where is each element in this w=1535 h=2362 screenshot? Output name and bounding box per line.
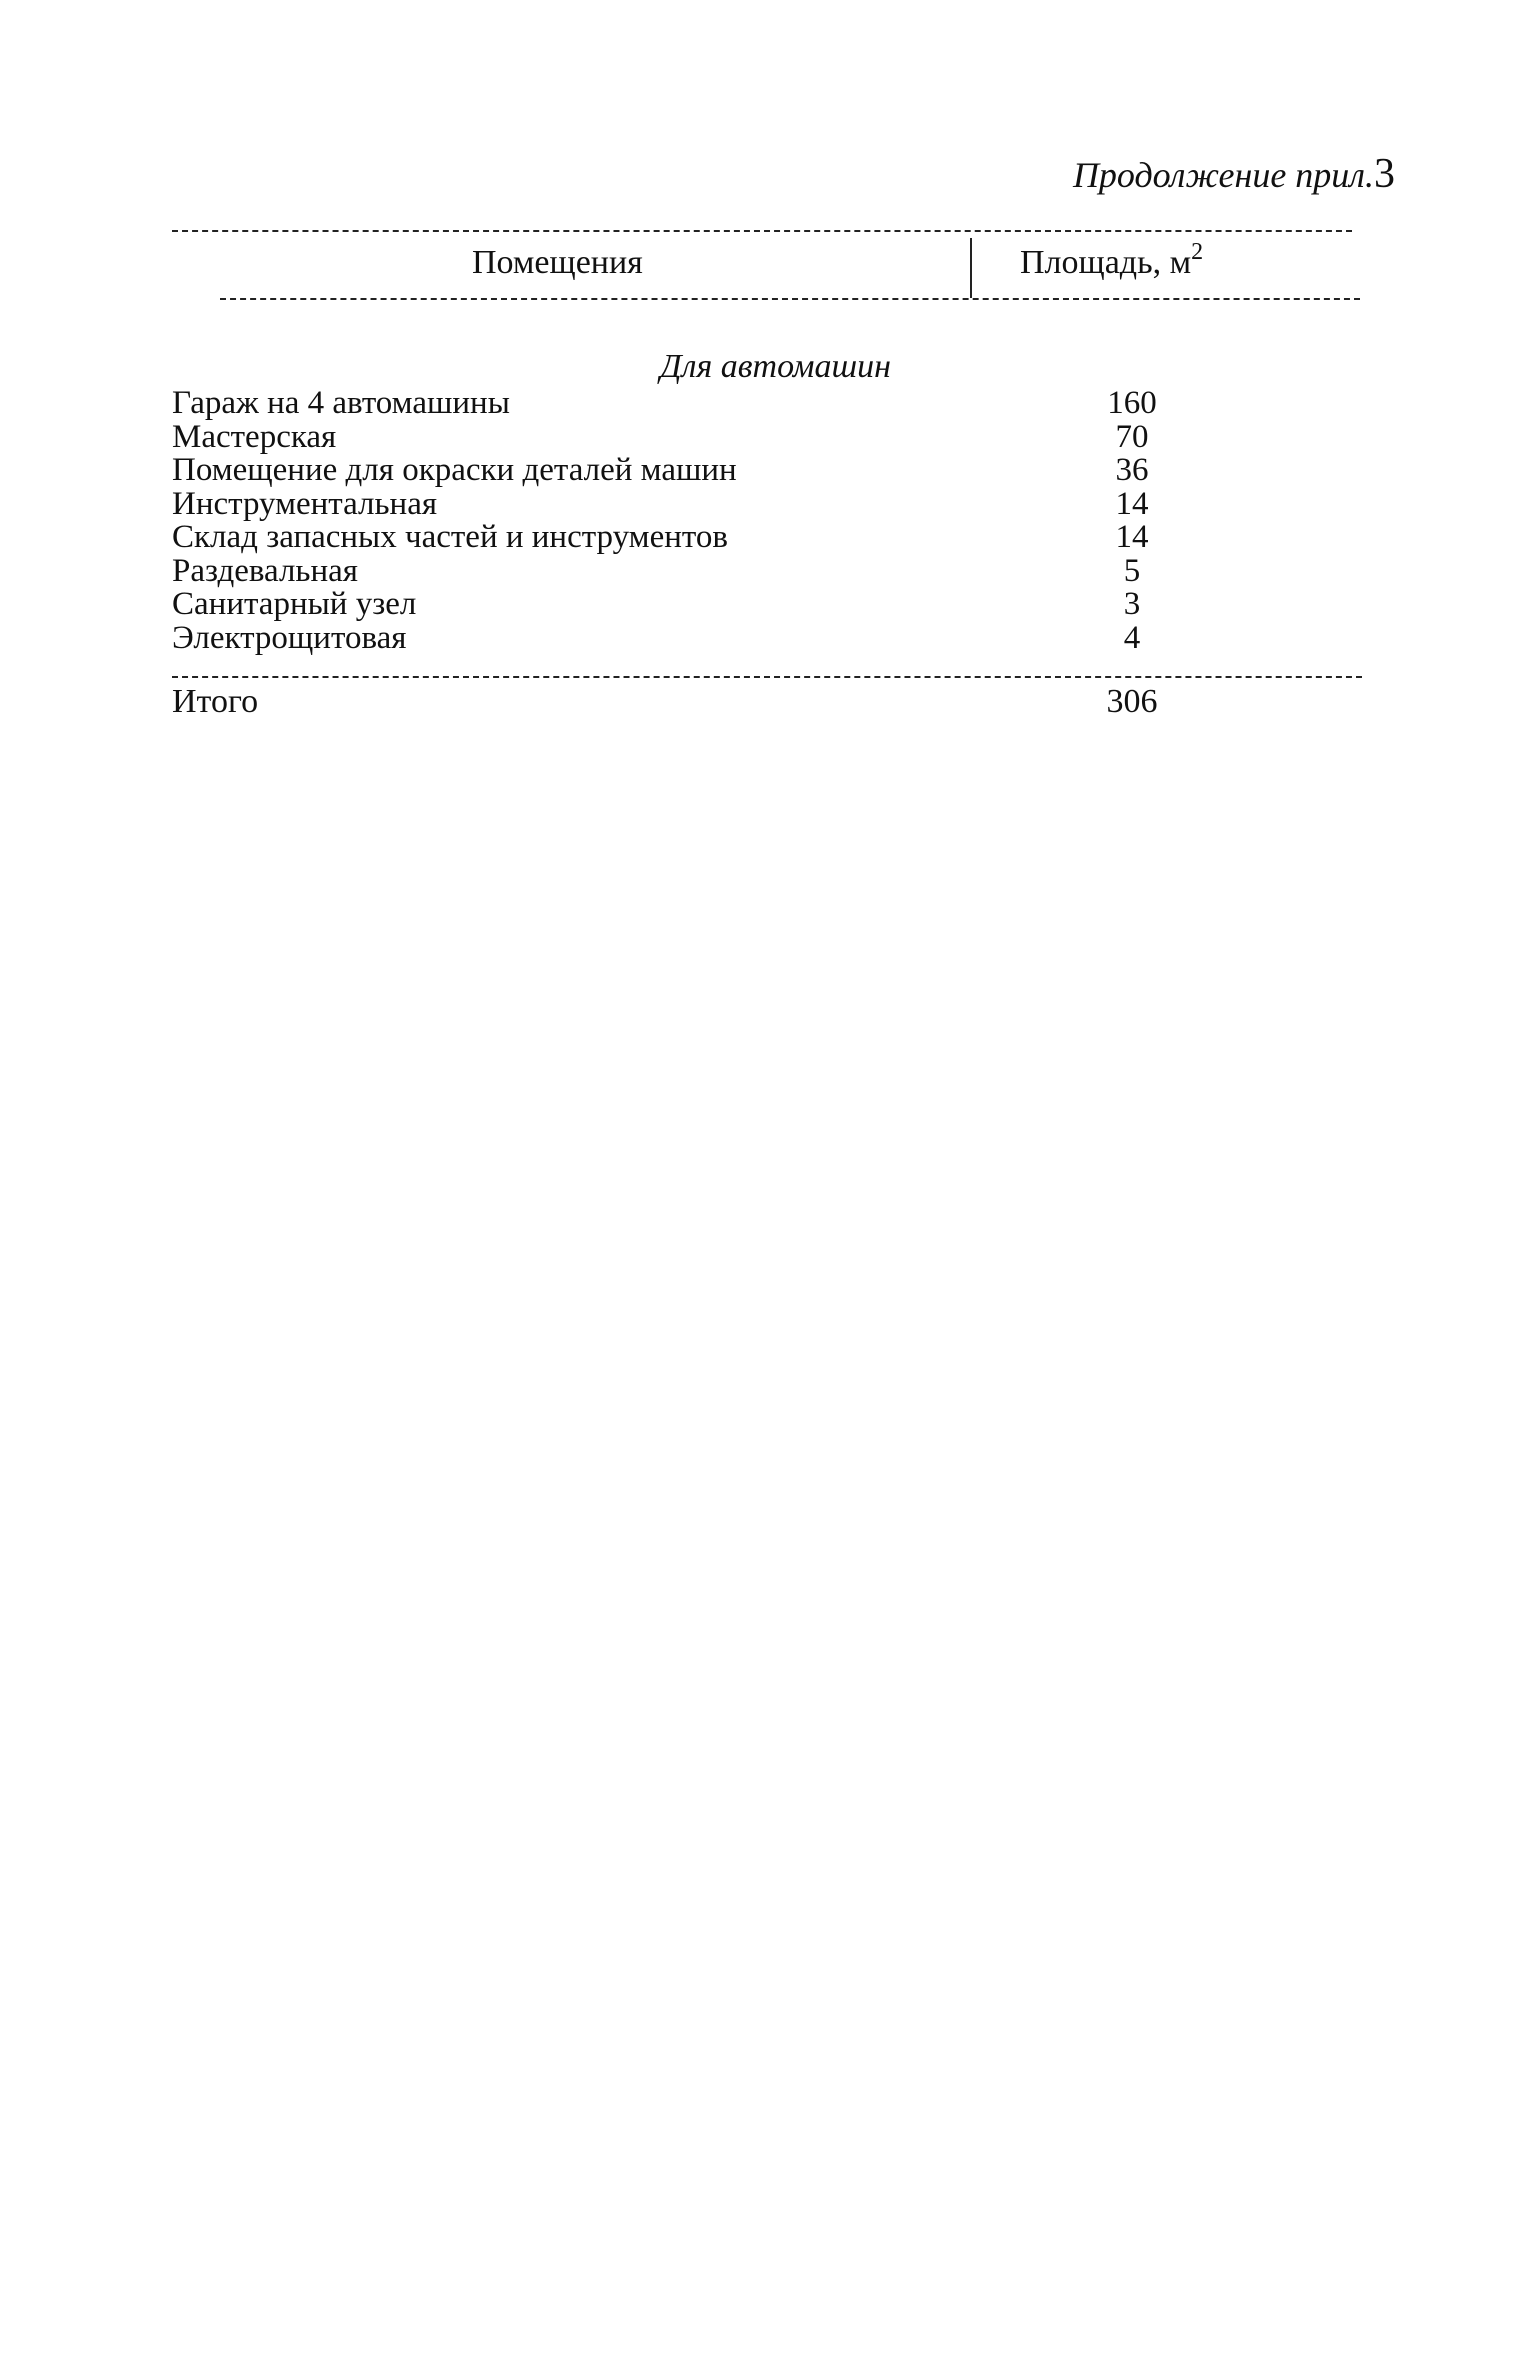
appendix-number: 3 [1374, 151, 1395, 197]
room-name: Гараж на 4 автомашины [172, 385, 510, 421]
header-top-rule [172, 230, 1352, 232]
header-bottom-rule [220, 298, 1360, 300]
continuation-label: Продолжение прил. [1072, 155, 1374, 195]
room-area: 36 [1115, 452, 1149, 488]
room-area: 5 [1123, 552, 1141, 589]
room-name: Мастерская [172, 418, 337, 455]
room-name: Инструментальная [172, 485, 438, 522]
table-row [172, 521, 1372, 555]
table-row [172, 552, 1372, 589]
total-label: Итого [172, 683, 259, 720]
table-body [172, 387, 1372, 655]
total-value: 306 [1106, 683, 1158, 720]
room-name: Электрощитовая [172, 619, 407, 656]
header-rooms: Помещения [472, 244, 643, 281]
room-area: 70 [1115, 418, 1149, 455]
table-row [172, 418, 1372, 455]
room-name: Помещение для окраски деталей машин [172, 452, 737, 488]
total-row [172, 682, 1372, 722]
total-rule [172, 676, 1362, 678]
room-name: Склад запасных частей и инструментов [172, 519, 728, 555]
table-row [172, 454, 1372, 488]
room-name: Раздевальная [172, 552, 358, 589]
room-area: 14 [1115, 485, 1149, 522]
header-column-divider [970, 238, 972, 298]
continuation-note [1073, 150, 1395, 198]
table-row [172, 619, 1372, 656]
room-area: 14 [1115, 519, 1149, 555]
room-name: Санитарный узел [172, 586, 417, 622]
table-row [172, 387, 1372, 421]
table-row [172, 485, 1372, 522]
room-area: 160 [1107, 385, 1157, 421]
section-title: Для автомашин [660, 348, 892, 385]
area-unit-superscript: 2 [1191, 239, 1204, 265]
room-area: 3 [1123, 586, 1141, 622]
header-area: Площадь, $м^2$ [1020, 239, 1204, 281]
room-area: 4 [1123, 619, 1141, 656]
table-row [172, 588, 1372, 622]
